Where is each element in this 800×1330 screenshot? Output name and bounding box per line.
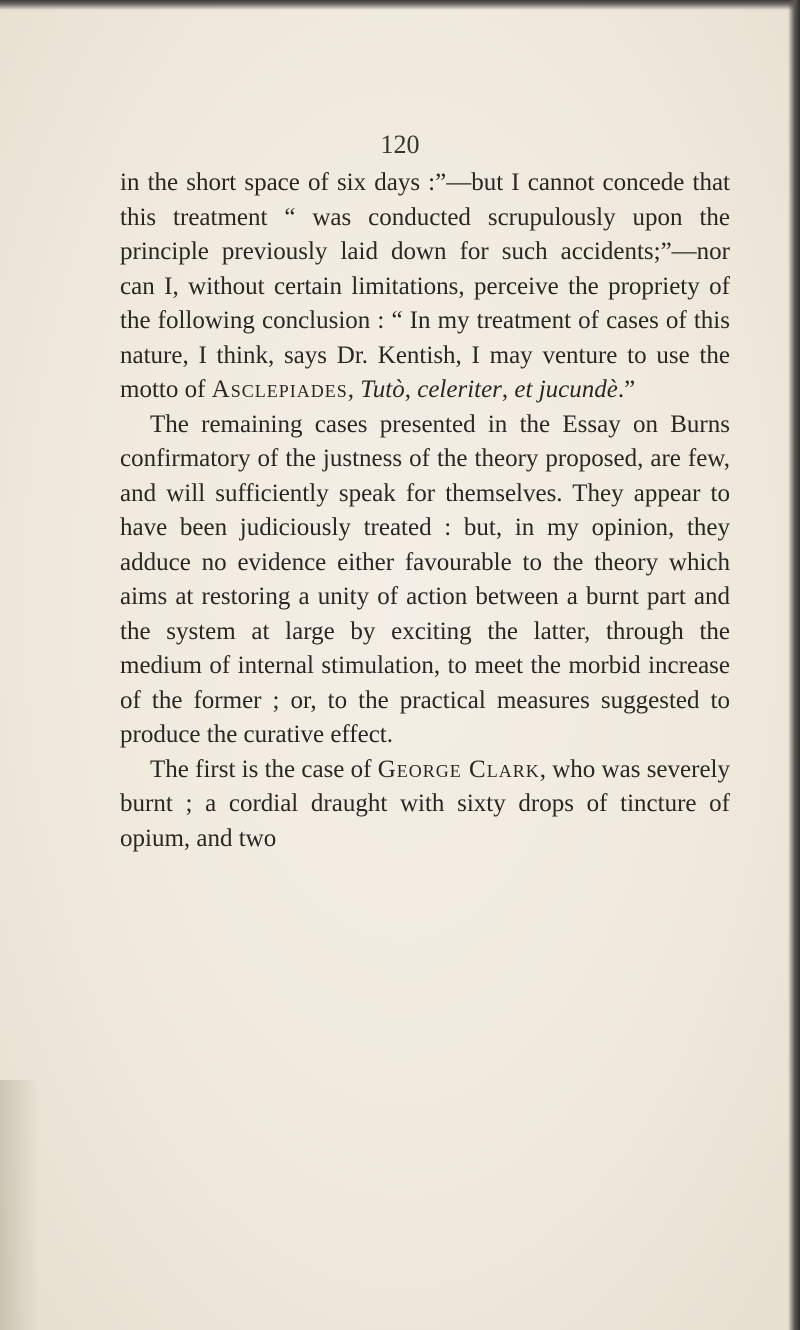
page-number: 120: [380, 130, 420, 159]
page-top-edge: [0, 0, 800, 10]
paragraph-3: The first is the case of George Clark, who was severely burnt ; a cordial draught with sixty drops of tincture of opium, and two: [120, 755, 730, 852]
paragraph-2: The remaining cases presented in the Essay on Burns confirmatory of the justness of the theory proposed, are few, and will sufficiently speak for themselves. They appear to have been judiciously treated : but, in my opinion, they adduce no evidence either favourable to the theory which aims at restoring a unity of action between a burnt part and the system at large by exciting the latter, through the medium of internal stimulation, to meet the morbid increase of the former ; or, to the practical measures suggested to produce the curative effect.: [120, 410, 730, 748]
latin-jucunde: jucundè: [538, 376, 618, 403]
latin-celeriter: celeriter: [417, 376, 502, 403]
latin-tuto: Tutò: [360, 376, 405, 403]
paragraph-1: in the short space of six days :”—but I cannot concede that this treatment “ was conducted scrupulously upon the principle previously laid down for such accidents;”—nor can I, without certain limitations, perceive the propriety of the following conclusion : “ In my treatment of cases of this nature, I think, says Dr. Kentish, I may venture to use the motto of Asclepiades, Tutò, celeriter, et jucundè.”: [120, 169, 730, 403]
body-text: [120, 166, 730, 856]
page-right-edge: [788, 0, 800, 1330]
latin-et: et: [514, 376, 533, 403]
name-asclepiades: Asclepiades: [211, 376, 348, 403]
page-stain: [0, 1080, 40, 1330]
name-george-clark: George Clark: [377, 755, 540, 783]
